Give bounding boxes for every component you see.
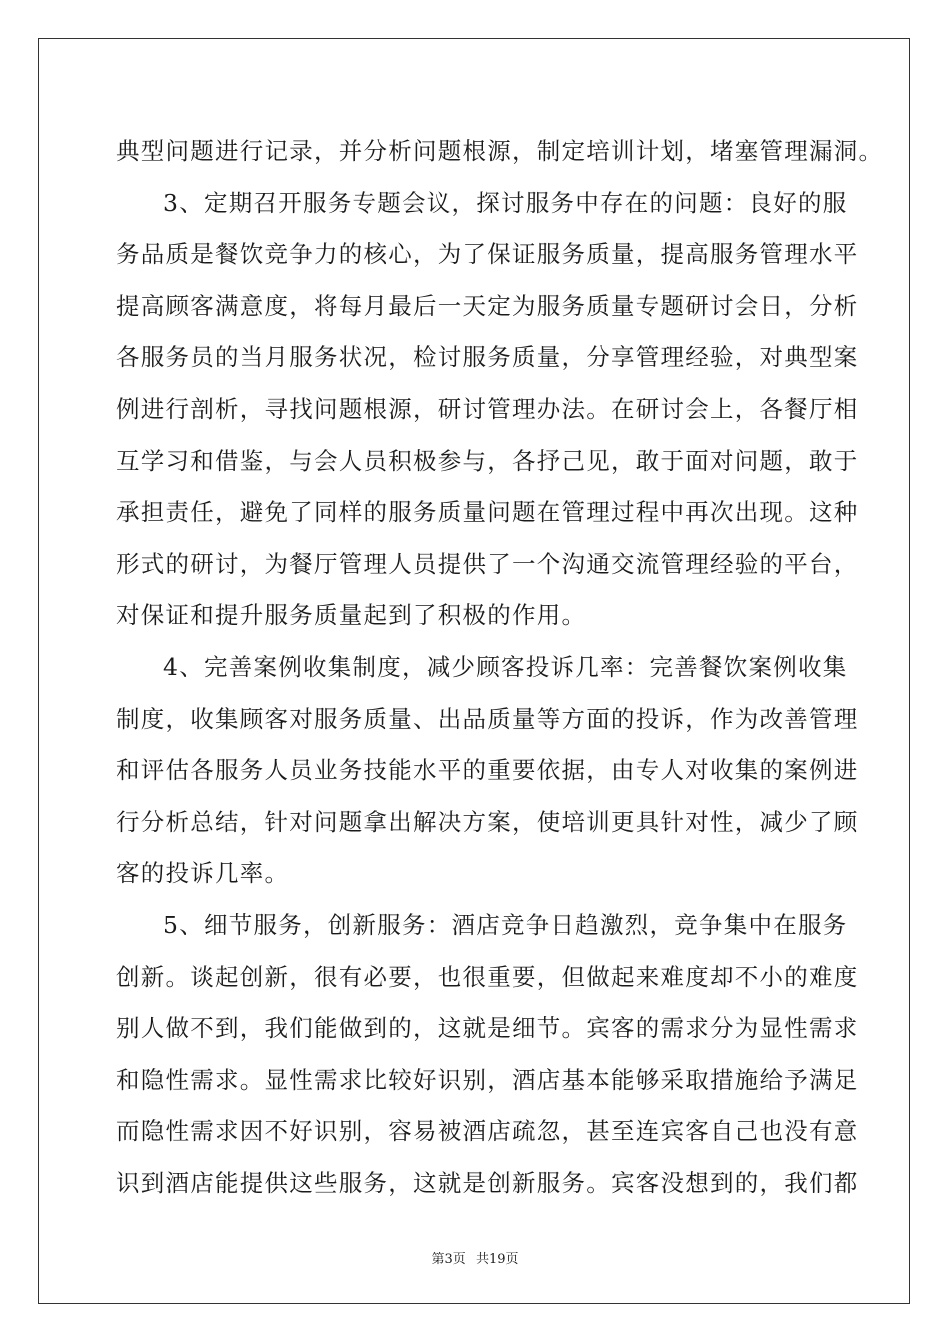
text-line: 创新。谈起创新，很有必要，也很重要，但做起来难度却不小的难度	[116, 962, 859, 991]
text-line: 典型问题进行记录，并分析问题根源，制定培训计划，堵塞管理漏洞。	[116, 137, 884, 165]
text-line: 提高顾客满意度，将每月最后一天定为服务质量专题研讨会日，分析	[116, 291, 859, 320]
text-line: 务品质是餐饮竞争力的核心，为了保证服务质量，提高服务管理水平	[116, 240, 859, 269]
text-line: 而隐性需求因不好识别，容易被酒店疏忽，甚至连宾客自己也没有意	[116, 1117, 859, 1146]
text-line: 各服务员的当月服务状况，检讨服务质量，分享管理经验，对典型案	[116, 343, 859, 372]
page-total: 共19页	[475, 1252, 519, 1267]
text-line: 形式的研讨，为餐厅管理人员提供了一个沟通交流管理经验的平台，	[116, 549, 859, 578]
text-line: 互学习和借鉴，与会人员积极参与，各抒己见，敢于面对问题，敢于	[116, 446, 859, 475]
text-line: 4、完善案例收集制度，减少顾客投诉几率：完善餐饮案例收集	[163, 652, 848, 681]
document-body	[116, 126, 884, 1209]
text-line: 识到酒店能提供这些服务，这就是创新服务。宾客没想到的，我们都	[116, 1168, 859, 1197]
text-line: 制度，收集顾客对服务质量、出品质量等方面的投诉，作为改善管理	[116, 704, 859, 733]
text-line: 和评估各服务人员业务技能水平的重要依据，由专人对收集的案例进	[116, 756, 859, 785]
page-number: 第3页	[431, 1252, 466, 1267]
text-line: 和隐性需求。显性需求比较好识别，酒店基本能够采取措施给予满足	[116, 1065, 859, 1094]
text-line: 3、定期召开服务专题会议，探讨服务中存在的问题：良好的服	[163, 188, 848, 217]
text-line: 5、细节服务，创新服务：酒店竞争日趋激烈，竞争集中在服务	[163, 910, 848, 939]
page-footer	[0, 1248, 950, 1267]
text-line: 对保证和提升服务质量起到了积极的作用。	[116, 601, 587, 630]
text-line: 例进行剖析，寻找问题根源，研讨管理办法。在研讨会上，各餐厅相	[116, 394, 859, 423]
text-line: 客的投诉几率。	[116, 859, 290, 888]
text-line: 承担责任，避免了同样的服务质量问题在管理过程中再次出现。这种	[116, 498, 859, 527]
text-line: 别人做不到，我们能做到的，这就是细节。宾客的需求分为显性需求	[116, 1014, 859, 1043]
text-line: 行分析总结，针对问题拿出解决方案，使培训更具针对性，减少了顾	[116, 807, 859, 836]
